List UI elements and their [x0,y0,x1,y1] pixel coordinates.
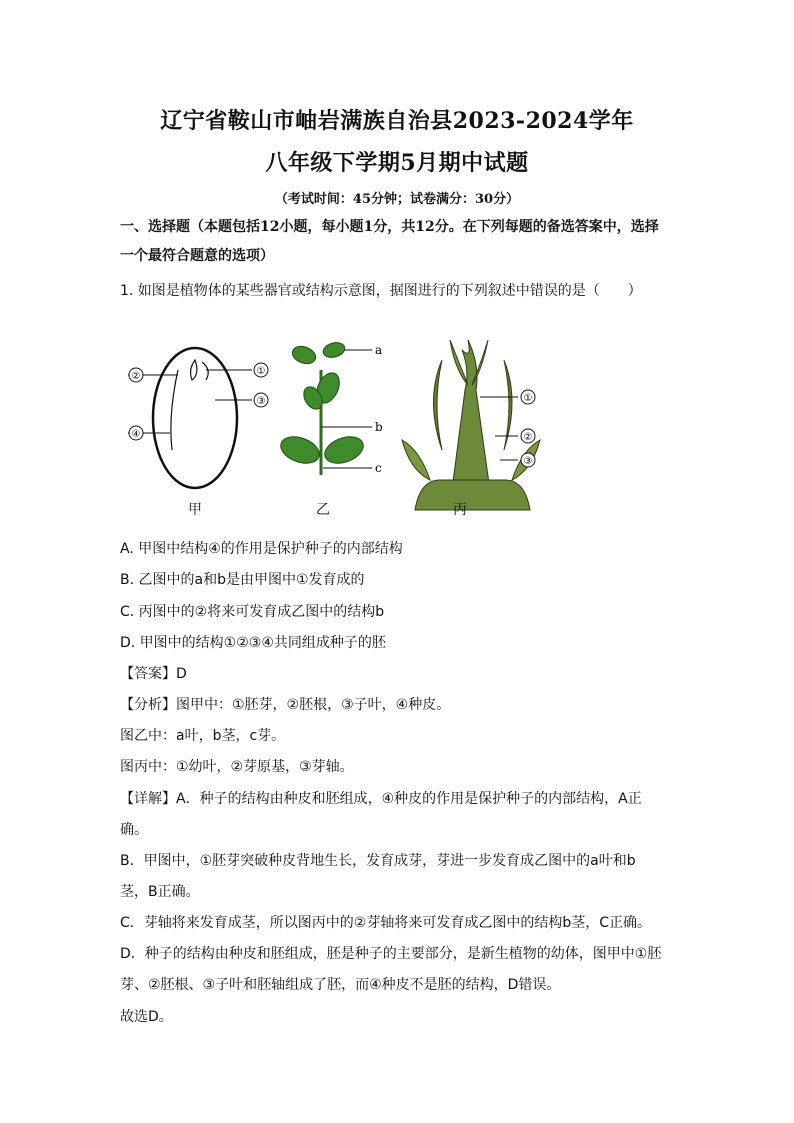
seed-label-1: ① [256,366,266,377]
seedling-diagram [277,340,383,475]
analysis-line-1: 【分析】图甲中：①胚芽，②胚根，③子叶，④种皮。 [120,697,451,713]
analysis-line-3: 图丙中：①幼叶，②芽原基，③芽轴。 [120,759,354,775]
seedling-label-a: a [375,343,383,357]
exam-info: （考试时间：45分钟；试卷满分：30分） [274,192,520,207]
detail-line-2: 确。 [120,822,148,838]
seed-label-3: ③ [256,396,266,407]
detail-line-7: 芽、②胚根、③子叶和胚轴组成了胚，而④种皮不是胚的结构，D错误。 [120,977,561,993]
title-line-2: 八年级下学期5月期中试题 [265,150,529,176]
question-stem: 1. 如图是植物体的某些器官或结构示意图，据图进行的下列叙述中错误的是（ ） [120,283,642,299]
seed-diagram [128,348,268,488]
bud-label-3: ③ [523,456,533,467]
leaf [321,432,367,468]
detail-line-1: 【详解】A．种子的结构由种皮和胚组成，④种皮的作用是保护种子的内部结构，A正 [120,791,642,807]
plant-structure-figure [120,330,560,520]
detail-line-4: 茎，B正确。 [120,884,200,900]
analysis-line-2: 图乙中：a叶，b茎，c芽。 [120,728,286,744]
seed-label-4: ④ [131,429,141,440]
detail-line-3: B．甲图中，①胚芽突破种皮背地生长，发育成芽，芽进一步发育成乙图中的a叶和b [120,853,636,869]
figure-caption-bing: 丙 [453,502,467,518]
section-heading-line-2: 一个最符合题意的选项） [120,248,274,264]
seedling-label-c: c [375,461,382,475]
leaf [277,432,323,468]
seedling-label-b: b [375,420,383,434]
leaf [322,340,347,359]
detail-line-8: 故选D。 [120,1009,173,1025]
option-a: A. 甲图中结构④的作用是保护种子的内部结构 [120,541,403,557]
seed-label-2: ② [131,371,141,382]
option-b: B. 乙图中的a和b是由甲图中①发育成的 [120,572,365,588]
figure-caption-yi: 乙 [316,502,330,518]
leaf [290,343,318,366]
bud-label-1: ① [523,393,533,404]
figure-caption-jia: 甲 [188,502,202,518]
option-c: C. 丙图中的②将来可发育成乙图中的结构b [120,604,385,620]
section-heading-line-1: 一、选择题（本题包括12小题，每小题1分，共12分。在下列每题的备选答案中，选择 [120,219,659,235]
title-line-1: 辽宁省鞍山市岫岩满族自治县2023-2024学年 [160,108,634,134]
answer: 【答案】D [120,666,187,682]
bud-section-diagram [402,340,540,510]
detail-line-5: C．芽轴将来发育成茎，所以图丙中的②芽轴将来可发育成乙图中的结构b茎，C正确。 [120,915,651,931]
bud-label-2: ② [523,432,533,443]
detail-line-6: D．种子的结构由种皮和胚组成，胚是种子的主要部分，是新生植物的幼体，图甲中①胚 [120,946,662,962]
option-d: D. 甲图中的结构①②③④共同组成种子的胚 [120,635,386,651]
